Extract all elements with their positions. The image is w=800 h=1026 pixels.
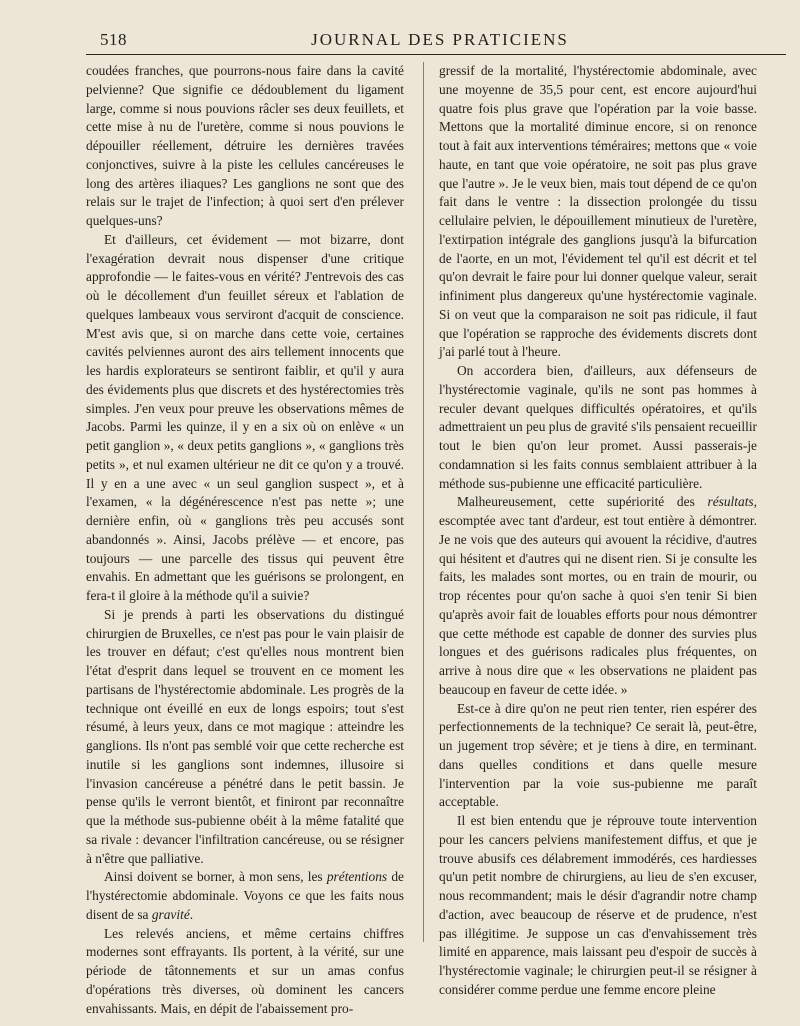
right-column xyxy=(439,62,757,1000)
italic-text-run: gravité xyxy=(151,906,190,922)
column-divider xyxy=(423,62,424,942)
italic-text-run: prétentions xyxy=(326,869,388,885)
paragraph: Est-ce à dire qu'on ne peut rien tenter, rien espérer des perfectionnements de la technique? Ce serait là, peut-être, un jugement trop sévère; et je tiens à dire, en terminant. dans quelles conditions et dans quelle mesure l'intervention par la voie sus-pubienne me paraît acceptable. xyxy=(439,700,757,810)
left-column xyxy=(86,62,404,1018)
text-run: de l'hystérectomie abdominale. Voyons ce que les faits nous disent de sa xyxy=(86,869,404,922)
page-header xyxy=(0,0,800,52)
paragraph xyxy=(439,493,757,699)
paragraph: gressif de la mortalité, l'hystérectomie abdominale, avec une moyenne de 35,5 pour cent, est encore aujourd'hui quatre fois plus grave que l'opération par la voie basse. Mettons que la mortalité diminue encore, si on renonce tout à fait aux interventions téméraires; mettons que « voie haute, en tant que voie opératoire, ne soit pas plus grave que l'autre ». Je le veux bien, mais tout dépend de ce qu'on fait dans le ventre : la dissection prolongée du tissu cellulaire pelvien, le dépouillement minutieux de l'uretère, l'extirpation intégrale des ganglions jusqu'à la bifurcation de l'aorte, en un mot, l'évidement tel qu'il est décrit et tel qu'on devrait le faire pour lui donner quelque valeur, serait infiniment plus dangereux qu'une hystérectomie vaginale. Si on veut que la comparaison ne soit pas ridicule, il faut que l'opération se rapproche des évidements discrets dont j'ai parlé tout à l'heure. xyxy=(439,63,757,360)
paragraph: On accordera bien, d'ailleurs, aux défenseurs de l'hystérectomie vaginale, qu'ils ne sont pas hommes à reculer devant quelques difficultés opératoires, et qu'ils admettraient un peu plus de gravité s'ils pensaient recueillir tout le bien qu'on leur promet. Aussi passerais-je condamnation si les faits connus semblaient attribuer à la méthode sus-pubienne une efficacité particulière. xyxy=(439,363,757,491)
paragraph: coudées franches, que pourrons-nous faire dans la cavité pelvienne? Que signifie ce dédoublement du ligament large, comme si nous pouvions râcler ses deux feuillets, et cette mise à nu de l'uretère, comme si nous pouvions le dépouiller réellement, détruire les dernières travées conjonctives, suivre à la piste les cellules cancéreuses le long des artères iliaques? Les ganglions ne sont que des relais sur le trajet de l'infection; à quoi sert d'en prélever quelques-uns? xyxy=(86,63,404,228)
header-rule xyxy=(86,54,786,55)
text-run: , escomptée avec tant d'ardeur, est tout entière à démontrer. Je ne vois que des auteurs qui avouent la récidive, d'autres qui hésitent et d'autres qui ne disent rien. Si je consulte les faits, les malades sont mortes, ou en train de mourir, ou trop récentes pour qu'on sache à quoi s'en tenir Si bien qu'après avoir fait de louables efforts pour nous démontrer que cette méthode est capable de donner des survies plus longues et des guérisons radicales plus fréquentes, on arrive à nous dire que « les observations ne plaident pas beaucoup en faveur de cette idée. » xyxy=(439,494,757,697)
paragraph: Les relevés anciens, et même certains chiffres modernes sont effrayants. Ils portent, à la vérité, sur une période de tâtonnements et sur un amas confus d'opérations très diverses, où dominent les cancers envahissants. Mais, en dépit de l'abaissement pro- xyxy=(86,925,404,1016)
italic-text-run: résultats xyxy=(707,494,754,510)
paragraph xyxy=(86,868,404,924)
page-number: 518 xyxy=(100,30,127,49)
paragraph: Et d'ailleurs, cet évidement — mot bizarre, dont l'exagération devrait nous dispenser d'une critique approfondie — le faites-vous en vérité? J'entrevois des cas où le décollement d'un feuillet séreux et l'ablation de quelques lambeaux vous serviront d'acquit de conscience. M'est avis que, si on marche dans cette voie, certaines cavités pelviennes auront des airs tellement innocents que les hardis explorateurs se sentiront faiblir, et qu'il y aura des évidements plus que discrets et des hystérectomies très simples. J'en veux pour preuve les observations mêmes de Jacobs. Parmi les quinze, il y en a six où on enlève « un petit ganglion », « deux petits ganglions », « ganglions très petits », et nul examen ultérieur ne dit ce qu'on y a trouvé. Il y en a une avec « un seul ganglion suspect », et à l'examen, « la dégénérescence n'est pas nette »; une dernière enfin, où « ganglions très peu accusés sont abandonnés ». Ainsi, Jacobs prélève — et encore, pas toujours — une parcelle des tissus qui peuvent être envahis. En admettant que les guérisons se prolongent, en fera-t il gloire à la méthode qu'il a suivie? xyxy=(86,231,404,603)
text-run: . xyxy=(189,906,194,922)
text-run: Malheureusement, cette supériorité des xyxy=(457,494,708,510)
paragraph: Il est bien entendu que je réprouve toute intervention pour les cancers pelviens manifestement diffus, et que je trouve abusifs ces délabrement immodérés, ces hardiesses qu'un petit nombre de chirurgiens, au lieu de s'en excuser, nous recommandent; mais le désir d'agrandir notre champ d'action, avec beaucoup de réserve et de prudence, n'est pas illégitime. Je suppose un cas d'envahissement très limité en apparence, mais laissant peu d'espoir de succès à l'hystérectomie vaginale; le chirurgien peut-il se résigner à considérer comme perdue une femme encore pleine xyxy=(439,813,757,997)
paragraph: Si je prends à parti les observations du distingué chirurgien de Bruxelles, ce n'est pas pour le vain plaisir de les trouver en défaut; c'est qu'elles nous montrent bien l'état d'esprit dans lequel se trouvent en ce moment les partisans de l'hystérectomie abdominale. Les progrès de la technique ont éveillé en eux de longs espoirs; tout s'est résumé, à leurs yeux, dans ce mot magique : atteindre les ganglions. Ils n'ont pas semblé voir que cette recherche est inutile si les ganglions sont indemnes, illusoire si l'invasion cancéreuse a pénétré dans le petit bassin. Je pense qu'ils le verront bientôt, et finiront par reconnaître que la méthode sus-pubienne obéit à la même fatalité que sa rivale : devancer l'infiltration cancéreuse, ou se résigner à n'être que palliative. xyxy=(86,606,404,866)
text-run: Ainsi doivent se borner, à mon sens, les xyxy=(104,869,327,885)
running-title: JOURNAL DES PRATICIENS xyxy=(311,30,569,49)
